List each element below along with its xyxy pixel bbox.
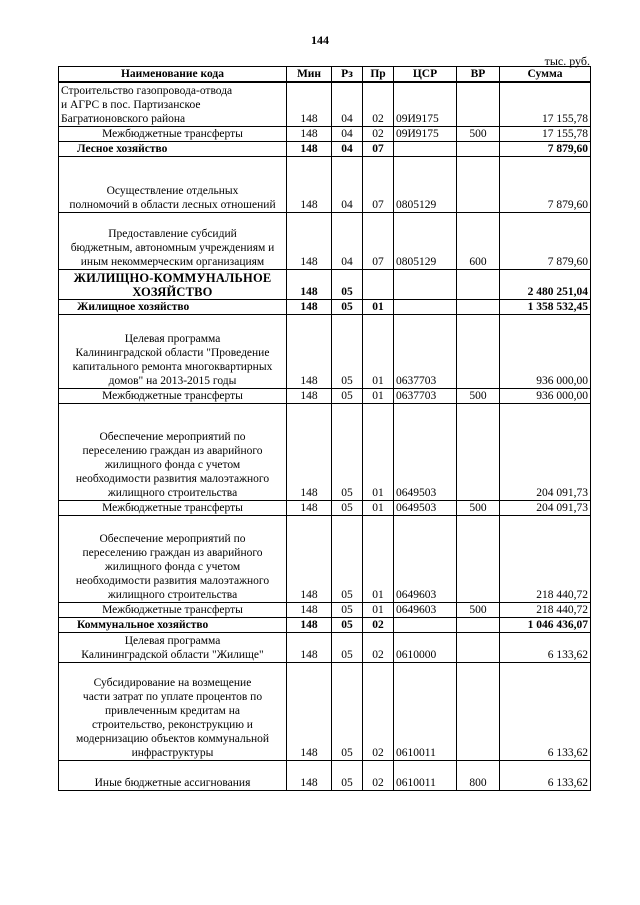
name-line: жилищного строительства	[107, 486, 238, 499]
min-cell: 148	[287, 388, 332, 403]
pr-cell: 01	[363, 388, 394, 403]
name-line: Осуществление отдельных	[106, 184, 239, 197]
col-header-name: Наименование кода	[59, 67, 287, 83]
name-line: Иные бюджетные ассигнования	[94, 776, 251, 789]
table-row	[59, 617, 591, 632]
name-cell	[59, 632, 287, 662]
csr-cell: 0610011	[394, 760, 457, 790]
name-line: жилищного фонда с учетом	[104, 458, 241, 471]
rz-cell: 04	[332, 156, 363, 212]
name-line: инфраструктуры	[131, 746, 214, 759]
min-cell: 148	[287, 141, 332, 156]
min-cell: 148	[287, 126, 332, 141]
vr-cell	[457, 515, 500, 602]
col-header-sum: Сумма	[500, 67, 591, 83]
name-cell	[59, 515, 287, 602]
csr-cell: 0637703	[394, 314, 457, 388]
name-line: Целевая программа	[124, 634, 221, 647]
rz-cell: 05	[332, 617, 363, 632]
pr-cell: 01	[363, 500, 394, 515]
name-line: Лесное хозяйство	[77, 142, 168, 155]
rz-cell: 05	[332, 632, 363, 662]
pr-cell: 02	[363, 82, 394, 126]
rz-cell: 04	[332, 212, 363, 269]
name-line: жилищного фонда с учетом	[104, 560, 241, 573]
name-line: Субсидирование на возмещение	[93, 676, 252, 689]
min-cell: 148	[287, 760, 332, 790]
table-row	[59, 299, 591, 314]
pr-cell: 02	[363, 760, 394, 790]
name-cell	[59, 388, 287, 403]
pr-cell: 02	[363, 617, 394, 632]
sum-cell: 1 358 532,45	[500, 299, 591, 314]
col-header-csr: ЦСР	[394, 67, 457, 83]
csr-cell: 0610000	[394, 632, 457, 662]
sum-cell: 6 133,62	[500, 632, 591, 662]
name-line: ХОЗЯЙСТВО	[132, 284, 213, 299]
name-cell	[59, 82, 287, 126]
vr-cell	[457, 299, 500, 314]
rz-cell: 05	[332, 403, 363, 500]
vr-cell	[457, 403, 500, 500]
name-line: Багратионовского района	[61, 112, 186, 125]
rz-cell: 05	[332, 500, 363, 515]
csr-cell	[394, 617, 457, 632]
name-cell	[59, 617, 287, 632]
name-line: и АГРС в пос. Партизанское	[61, 98, 201, 111]
table-row	[59, 760, 591, 790]
sum-cell: 936 000,00	[500, 388, 591, 403]
table-row	[59, 269, 591, 299]
min-cell: 148	[287, 500, 332, 515]
table-row	[59, 126, 591, 141]
csr-cell: 0805129	[394, 156, 457, 212]
name-cell	[59, 126, 287, 141]
vr-cell	[457, 269, 500, 299]
name-cell	[59, 314, 287, 388]
min-cell: 148	[287, 82, 332, 126]
vr-cell	[457, 617, 500, 632]
sum-cell: 218 440,72	[500, 515, 591, 602]
rz-cell: 04	[332, 82, 363, 126]
rz-cell: 05	[332, 314, 363, 388]
name-line: Межбюджетные трансферты	[102, 501, 243, 514]
sum-cell: 936 000,00	[500, 314, 591, 388]
table-row	[59, 500, 591, 515]
sum-cell: 6 133,62	[500, 760, 591, 790]
vr-cell: 500	[457, 602, 500, 617]
name-line: необходимости развития малоэтажного	[75, 472, 270, 485]
table-row	[59, 403, 591, 500]
name-line: полномочий в области лесных отношений	[69, 198, 276, 211]
min-cell: 148	[287, 662, 332, 760]
rz-cell: 05	[332, 602, 363, 617]
name-cell	[59, 269, 287, 299]
name-line: жилищного строительства	[107, 588, 238, 601]
vr-cell: 500	[457, 126, 500, 141]
vr-cell	[457, 314, 500, 388]
csr-cell: 0649603	[394, 602, 457, 617]
col-header-rz: Рз	[332, 67, 363, 83]
name-cell	[59, 141, 287, 156]
vr-cell	[457, 662, 500, 760]
rz-cell: 05	[332, 662, 363, 760]
rz-cell: 04	[332, 141, 363, 156]
rz-cell: 05	[332, 760, 363, 790]
sum-cell: 7 879,60	[500, 212, 591, 269]
csr-cell: 09И9175	[394, 82, 457, 126]
units-label: тыс. руб.	[544, 54, 590, 68]
sum-cell: 17 155,78	[500, 82, 591, 126]
csr-cell: 09И9175	[394, 126, 457, 141]
rz-cell: 05	[332, 515, 363, 602]
sum-cell: 204 091,73	[500, 500, 591, 515]
table-body	[59, 82, 591, 790]
name-cell	[59, 299, 287, 314]
min-cell: 148	[287, 299, 332, 314]
csr-cell	[394, 141, 457, 156]
name-cell	[59, 403, 287, 500]
name-line: модернизацию объектов коммунальной	[75, 732, 270, 745]
min-cell: 148	[287, 156, 332, 212]
table-row	[59, 632, 591, 662]
table-row	[59, 82, 591, 126]
budget-table	[58, 66, 591, 791]
name-line: строительство, реконструкцию и	[92, 718, 253, 731]
table-row	[59, 388, 591, 403]
pr-cell: 02	[363, 126, 394, 141]
sum-cell: 204 091,73	[500, 403, 591, 500]
pr-cell: 01	[363, 403, 394, 500]
vr-cell: 800	[457, 760, 500, 790]
name-cell	[59, 212, 287, 269]
csr-cell: 0649503	[394, 403, 457, 500]
csr-cell: 0637703	[394, 388, 457, 403]
table-header	[59, 67, 591, 83]
name-line: переселению граждан из аварийного	[82, 444, 263, 457]
min-cell: 148	[287, 212, 332, 269]
name-line: Коммунальное хозяйство	[77, 618, 209, 631]
csr-cell: 0649503	[394, 500, 457, 515]
rz-cell: 05	[332, 269, 363, 299]
name-line: иным некоммерческим организациям	[80, 255, 265, 268]
table-row	[59, 156, 591, 212]
name-cell	[59, 156, 287, 212]
page-number: 144	[311, 33, 329, 47]
table-row	[59, 602, 591, 617]
col-header-vr: ВР	[457, 67, 500, 83]
name-line: Целевая программа	[124, 332, 221, 345]
name-line: привлеченным кредитам на	[105, 704, 240, 717]
rz-cell: 05	[332, 388, 363, 403]
name-line: Предоставление субсидий	[108, 227, 237, 240]
name-line: Жилищное хозяйство	[77, 300, 190, 313]
min-cell: 148	[287, 269, 332, 299]
pr-cell	[363, 269, 394, 299]
min-cell: 148	[287, 617, 332, 632]
name-cell	[59, 602, 287, 617]
name-line: необходимости развития малоэтажного	[75, 574, 270, 587]
name-line: Обеспечение мероприятий по	[99, 430, 246, 443]
pr-cell: 02	[363, 662, 394, 760]
name-line: Калининградской области "Проведение	[75, 346, 270, 359]
vr-cell: 500	[457, 388, 500, 403]
vr-cell	[457, 141, 500, 156]
vr-cell: 500	[457, 500, 500, 515]
sum-cell: 7 879,60	[500, 141, 591, 156]
sum-cell: 17 155,78	[500, 126, 591, 141]
name-line: ЖИЛИЩНО-КОММУНАЛЬНОЕ	[73, 270, 272, 285]
col-header-min: Мин	[287, 67, 332, 83]
name-line: Строительство газопровода-отвода	[61, 84, 233, 97]
table-row	[59, 314, 591, 388]
sum-cell: 7 879,60	[500, 156, 591, 212]
min-cell: 148	[287, 314, 332, 388]
name-cell	[59, 662, 287, 760]
sum-cell: 2 480 251,04	[500, 269, 591, 299]
csr-cell: 0649603	[394, 515, 457, 602]
name-line: бюджетным, автономным учреждениям и	[70, 241, 275, 254]
vr-cell: 600	[457, 212, 500, 269]
pr-cell: 01	[363, 299, 394, 314]
name-line: части затрат по уплате процентов по	[82, 690, 263, 703]
rz-cell: 04	[332, 126, 363, 141]
name-line: Обеспечение мероприятий по	[99, 532, 246, 545]
pr-cell: 07	[363, 156, 394, 212]
table-row	[59, 662, 591, 760]
vr-cell	[457, 82, 500, 126]
name-line: домов" на 2013-2015 годы	[108, 374, 237, 387]
vr-cell	[457, 632, 500, 662]
col-header-pr: Пр	[363, 67, 394, 83]
name-cell	[59, 500, 287, 515]
pr-cell: 01	[363, 314, 394, 388]
pr-cell: 02	[363, 632, 394, 662]
pr-cell: 01	[363, 515, 394, 602]
pr-cell: 07	[363, 212, 394, 269]
name-line: Калининградской области "Жилище"	[81, 648, 264, 661]
csr-cell: 0610011	[394, 662, 457, 760]
name-line: Межбюджетные трансферты	[102, 127, 243, 140]
pr-cell: 01	[363, 602, 394, 617]
csr-cell	[394, 299, 457, 314]
table-row	[59, 515, 591, 602]
table-row	[59, 141, 591, 156]
sum-cell: 6 133,62	[500, 662, 591, 760]
csr-cell	[394, 269, 457, 299]
name-line: капитального ремонта многоквартирных	[72, 360, 273, 373]
name-line: Межбюджетные трансферты	[102, 603, 243, 616]
name-line: переселению граждан из аварийного	[82, 546, 263, 559]
rz-cell: 05	[332, 299, 363, 314]
sum-cell: 218 440,72	[500, 602, 591, 617]
min-cell: 148	[287, 515, 332, 602]
min-cell: 148	[287, 602, 332, 617]
pr-cell: 07	[363, 141, 394, 156]
table-row	[59, 212, 591, 269]
min-cell: 148	[287, 632, 332, 662]
name-cell	[59, 760, 287, 790]
csr-cell: 0805129	[394, 212, 457, 269]
name-line: Межбюджетные трансферты	[102, 389, 243, 402]
sum-cell: 1 046 436,07	[500, 617, 591, 632]
min-cell: 148	[287, 403, 332, 500]
vr-cell	[457, 156, 500, 212]
